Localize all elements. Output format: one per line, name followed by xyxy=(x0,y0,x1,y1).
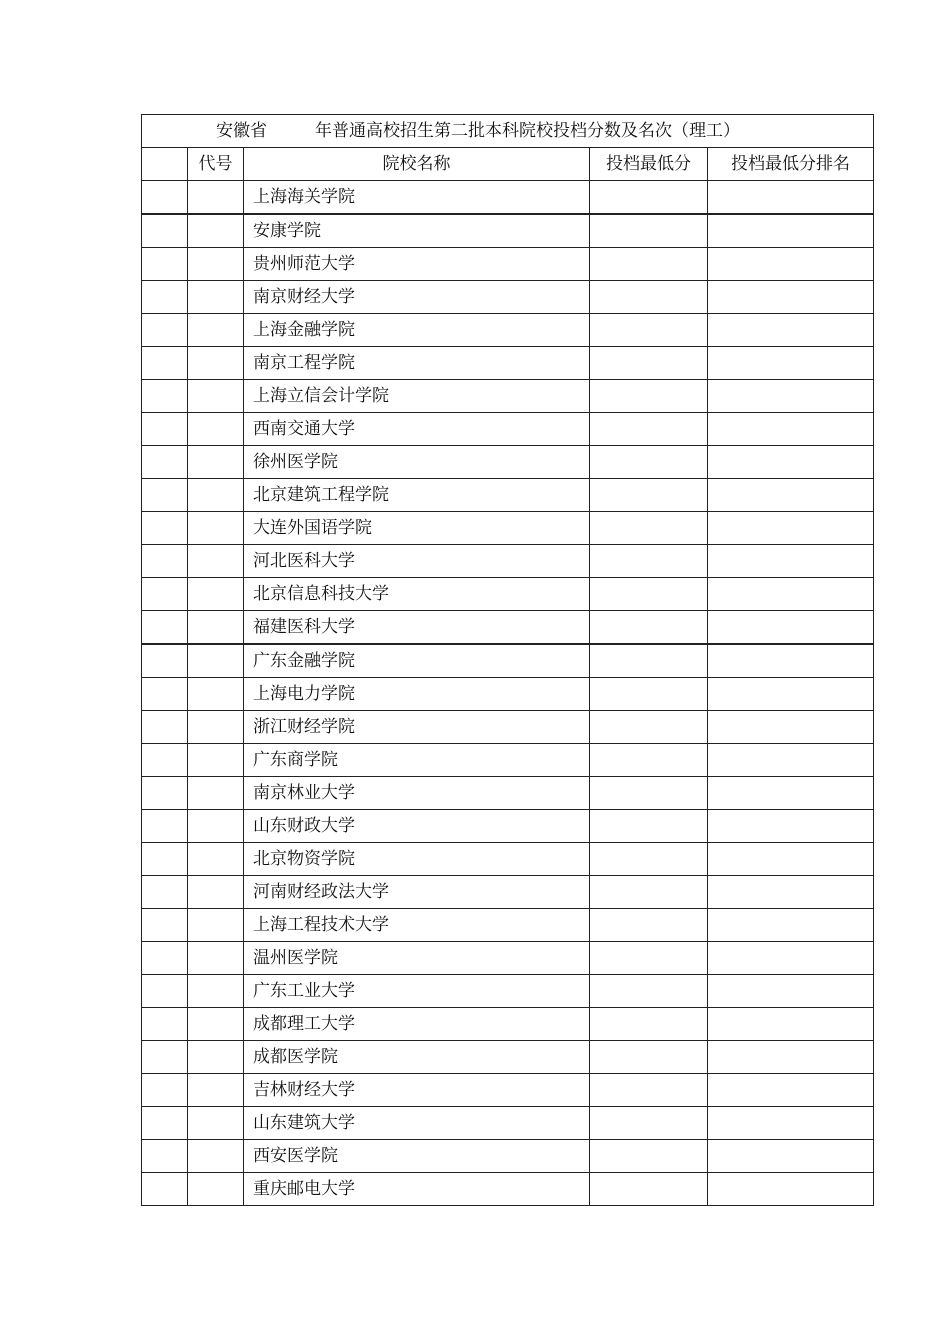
row-code-cell xyxy=(188,942,244,975)
row-min-rank-cell xyxy=(708,413,874,446)
table-row xyxy=(142,810,874,843)
row-min-rank-cell xyxy=(708,678,874,711)
row-index-cell xyxy=(142,578,188,611)
row-min-score-cell xyxy=(590,578,708,611)
title-main: 年普通高校招生第二批本科院校投档分数及名次（理工） xyxy=(315,121,740,141)
row-code-cell xyxy=(188,545,244,578)
row-code-cell xyxy=(188,1173,244,1206)
row-school-name-cell: 北京信息科技大学 xyxy=(244,578,590,611)
row-min-score-cell xyxy=(590,281,708,314)
row-index-cell xyxy=(142,744,188,777)
header-code: 代号 xyxy=(188,148,244,181)
row-min-rank-cell xyxy=(708,1173,874,1206)
row-min-rank-cell xyxy=(708,181,874,215)
table-row xyxy=(142,479,874,512)
row-index-cell xyxy=(142,413,188,446)
row-school-name-cell: 南京林业大学 xyxy=(244,777,590,810)
row-index-cell xyxy=(142,281,188,314)
table-row xyxy=(142,909,874,942)
row-min-score-cell xyxy=(590,810,708,843)
table-row xyxy=(142,578,874,611)
row-code-cell xyxy=(188,248,244,281)
row-code-cell xyxy=(188,644,244,678)
row-min-score-cell xyxy=(590,942,708,975)
row-min-score-cell xyxy=(590,744,708,777)
table-row xyxy=(142,678,874,711)
row-index-cell xyxy=(142,777,188,810)
row-min-score-cell xyxy=(590,181,708,215)
row-index-cell xyxy=(142,678,188,711)
row-min-rank-cell xyxy=(708,281,874,314)
row-min-rank-cell xyxy=(708,214,874,248)
row-code-cell xyxy=(188,711,244,744)
row-school-name-cell: 河南财经政法大学 xyxy=(244,876,590,909)
table-row xyxy=(142,214,874,248)
row-index-cell xyxy=(142,1140,188,1173)
row-min-rank-cell xyxy=(708,843,874,876)
row-school-name-cell: 吉林财经大学 xyxy=(244,1074,590,1107)
row-index-cell xyxy=(142,347,188,380)
row-school-name-cell: 广东工业大学 xyxy=(244,975,590,1008)
row-school-name-cell: 西安医学院 xyxy=(244,1140,590,1173)
row-index-cell xyxy=(142,545,188,578)
row-index-cell xyxy=(142,380,188,413)
table-row xyxy=(142,1008,874,1041)
row-school-name-cell: 北京物资学院 xyxy=(244,843,590,876)
table-row xyxy=(142,777,874,810)
row-code-cell xyxy=(188,810,244,843)
row-school-name-cell: 成都理工大学 xyxy=(244,1008,590,1041)
row-min-score-cell xyxy=(590,1041,708,1074)
row-code-cell xyxy=(188,281,244,314)
row-index-cell xyxy=(142,711,188,744)
row-school-name-cell: 广东商学院 xyxy=(244,744,590,777)
row-code-cell xyxy=(188,744,244,777)
row-school-name-cell: 上海立信会计学院 xyxy=(244,380,590,413)
row-min-rank-cell xyxy=(708,644,874,678)
admission-score-table-sheet xyxy=(141,114,873,1206)
row-code-cell xyxy=(188,214,244,248)
row-index-cell xyxy=(142,909,188,942)
table-row xyxy=(142,248,874,281)
row-min-rank-cell xyxy=(708,446,874,479)
row-index-cell xyxy=(142,1008,188,1041)
row-school-name-cell: 上海海关学院 xyxy=(244,181,590,215)
row-min-score-cell xyxy=(590,876,708,909)
row-min-score-cell xyxy=(590,711,708,744)
table-header-row xyxy=(142,148,874,181)
row-school-name-cell: 徐州医学院 xyxy=(244,446,590,479)
table-row xyxy=(142,1107,874,1140)
row-code-cell xyxy=(188,843,244,876)
table-row xyxy=(142,545,874,578)
row-min-rank-cell xyxy=(708,248,874,281)
row-code-cell xyxy=(188,347,244,380)
table-row xyxy=(142,512,874,545)
row-code-cell xyxy=(188,314,244,347)
row-min-score-cell xyxy=(590,644,708,678)
table-row xyxy=(142,1140,874,1173)
row-code-cell xyxy=(188,512,244,545)
row-min-score-cell xyxy=(590,1107,708,1140)
row-min-score-cell xyxy=(590,843,708,876)
row-code-cell xyxy=(188,380,244,413)
row-min-score-cell xyxy=(590,545,708,578)
row-school-name-cell: 重庆邮电大学 xyxy=(244,1173,590,1206)
row-min-rank-cell xyxy=(708,744,874,777)
table-row xyxy=(142,711,874,744)
row-min-rank-cell xyxy=(708,1140,874,1173)
row-min-rank-cell xyxy=(708,711,874,744)
table-row xyxy=(142,644,874,678)
table-title-row xyxy=(142,115,874,148)
row-school-name-cell: 大连外国语学院 xyxy=(244,512,590,545)
row-code-cell xyxy=(188,181,244,215)
row-school-name-cell: 成都医学院 xyxy=(244,1041,590,1074)
row-min-rank-cell xyxy=(708,1074,874,1107)
row-school-name-cell: 上海工程技术大学 xyxy=(244,909,590,942)
table-row xyxy=(142,843,874,876)
row-min-score-cell xyxy=(590,975,708,1008)
table-row xyxy=(142,181,874,215)
row-school-name-cell: 广东金融学院 xyxy=(244,644,590,678)
row-school-name-cell: 南京工程学院 xyxy=(244,347,590,380)
admission-score-table xyxy=(141,114,874,1206)
row-code-cell xyxy=(188,1041,244,1074)
table-row xyxy=(142,380,874,413)
row-code-cell xyxy=(188,678,244,711)
row-min-score-cell xyxy=(590,347,708,380)
row-min-rank-cell xyxy=(708,512,874,545)
header-index xyxy=(142,148,188,181)
row-min-score-cell xyxy=(590,611,708,645)
row-school-name-cell: 温州医学院 xyxy=(244,942,590,975)
row-index-cell xyxy=(142,479,188,512)
table-row xyxy=(142,611,874,645)
table-row xyxy=(142,1173,874,1206)
table-row xyxy=(142,942,874,975)
row-index-cell xyxy=(142,1074,188,1107)
row-index-cell xyxy=(142,810,188,843)
row-min-rank-cell xyxy=(708,545,874,578)
row-min-rank-cell xyxy=(708,975,874,1008)
row-code-cell xyxy=(188,1074,244,1107)
row-min-score-cell xyxy=(590,1173,708,1206)
row-index-cell xyxy=(142,1107,188,1140)
row-min-score-cell xyxy=(590,214,708,248)
row-min-rank-cell xyxy=(708,314,874,347)
row-min-score-cell xyxy=(590,512,708,545)
row-index-cell xyxy=(142,446,188,479)
row-min-rank-cell xyxy=(708,777,874,810)
row-min-rank-cell xyxy=(708,810,874,843)
row-min-score-cell xyxy=(590,479,708,512)
row-school-name-cell: 山东财政大学 xyxy=(244,810,590,843)
row-index-cell xyxy=(142,314,188,347)
row-code-cell xyxy=(188,975,244,1008)
title-province: 安徽省 xyxy=(216,121,267,141)
row-code-cell xyxy=(188,909,244,942)
row-min-score-cell xyxy=(590,248,708,281)
row-index-cell xyxy=(142,512,188,545)
row-min-score-cell xyxy=(590,777,708,810)
header-school-name: 院校名称 xyxy=(244,148,590,181)
row-school-name-cell: 上海金融学院 xyxy=(244,314,590,347)
row-code-cell xyxy=(188,578,244,611)
row-min-score-cell xyxy=(590,909,708,942)
row-code-cell xyxy=(188,876,244,909)
row-min-score-cell xyxy=(590,1074,708,1107)
row-min-rank-cell xyxy=(708,479,874,512)
table-title-cell xyxy=(142,115,874,148)
row-min-score-cell xyxy=(590,446,708,479)
row-school-name-cell: 福建医科大学 xyxy=(244,611,590,645)
row-min-score-cell xyxy=(590,678,708,711)
table-row xyxy=(142,347,874,380)
row-code-cell xyxy=(188,479,244,512)
table-row xyxy=(142,975,874,1008)
row-min-rank-cell xyxy=(708,1107,874,1140)
row-min-rank-cell xyxy=(708,876,874,909)
row-min-rank-cell xyxy=(708,1041,874,1074)
row-school-name-cell: 西南交通大学 xyxy=(244,413,590,446)
row-index-cell xyxy=(142,876,188,909)
row-index-cell xyxy=(142,248,188,281)
table-row xyxy=(142,413,874,446)
row-school-name-cell: 河北医科大学 xyxy=(244,545,590,578)
row-code-cell xyxy=(188,446,244,479)
row-index-cell xyxy=(142,181,188,215)
header-min-rank: 投档最低分排名 xyxy=(708,148,874,181)
row-min-rank-cell xyxy=(708,347,874,380)
row-school-name-cell: 浙江财经学院 xyxy=(244,711,590,744)
row-school-name-cell: 山东建筑大学 xyxy=(244,1107,590,1140)
row-min-score-cell xyxy=(590,1008,708,1041)
row-min-rank-cell xyxy=(708,909,874,942)
row-index-cell xyxy=(142,1041,188,1074)
table-row xyxy=(142,1074,874,1107)
row-school-name-cell: 安康学院 xyxy=(244,214,590,248)
row-code-cell xyxy=(188,611,244,645)
row-code-cell xyxy=(188,1107,244,1140)
row-min-rank-cell xyxy=(708,578,874,611)
table-row xyxy=(142,744,874,777)
row-school-name-cell: 南京财经大学 xyxy=(244,281,590,314)
row-min-score-cell xyxy=(590,1140,708,1173)
row-school-name-cell: 上海电力学院 xyxy=(244,678,590,711)
row-index-cell xyxy=(142,975,188,1008)
row-min-score-cell xyxy=(590,380,708,413)
row-code-cell xyxy=(188,1140,244,1173)
row-index-cell xyxy=(142,843,188,876)
row-school-name-cell: 贵州师范大学 xyxy=(244,248,590,281)
row-min-rank-cell xyxy=(708,942,874,975)
row-index-cell xyxy=(142,214,188,248)
row-code-cell xyxy=(188,413,244,446)
row-min-rank-cell xyxy=(708,1008,874,1041)
table-row xyxy=(142,1041,874,1074)
row-min-score-cell xyxy=(590,413,708,446)
row-school-name-cell: 北京建筑工程学院 xyxy=(244,479,590,512)
table-row xyxy=(142,281,874,314)
row-min-rank-cell xyxy=(708,380,874,413)
row-min-rank-cell xyxy=(708,611,874,645)
row-code-cell xyxy=(188,777,244,810)
table-row xyxy=(142,314,874,347)
row-index-cell xyxy=(142,942,188,975)
row-min-score-cell xyxy=(590,314,708,347)
table-row xyxy=(142,876,874,909)
row-index-cell xyxy=(142,1173,188,1206)
table-row xyxy=(142,446,874,479)
row-code-cell xyxy=(188,1008,244,1041)
row-index-cell xyxy=(142,644,188,678)
row-index-cell xyxy=(142,611,188,645)
header-min-score: 投档最低分 xyxy=(590,148,708,181)
